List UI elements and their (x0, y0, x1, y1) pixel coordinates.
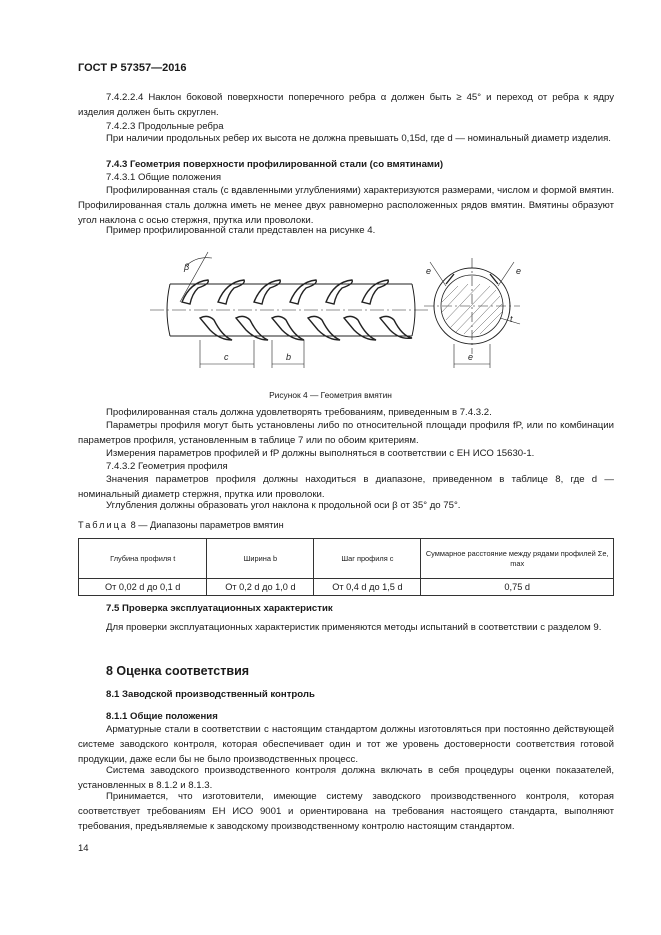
paragraph-8-1-1-a: Арматурные стали в соответствии с настоящим стандартом должны изготовляться при постоянно действующей системе заводского контроля, которая обеспечивает один и тот же уровень достоверности соответствия готовой продукции, даже если бы не было производственных процесс. (78, 724, 614, 765)
standard-header: ГОСТ Р 57357—2016 (78, 62, 187, 74)
paragraph-fig-c: Измерения параметров профилей и fP должны выполняться в соответствии с ЕН ИСО 15630-1. (106, 448, 535, 459)
label-e-right: e (516, 266, 522, 276)
label-c: c (224, 352, 229, 362)
table-cell-width: От 0,2 d до 1,0 d (207, 579, 314, 596)
heading-7-4-2-3: 7.4.2.3 Продольные ребра (106, 121, 224, 132)
label-e-left: e (426, 266, 432, 276)
paragraph-7-4-2-3: При наличии продольных ребер их высота не должна превышать 0,15d, где d — номинальный диаметр изделия. (106, 133, 611, 144)
figure-4-caption: Рисунок 4 — Геометрия вмятин (269, 390, 392, 400)
table-header-row (79, 539, 614, 579)
table-header-width: Ширина b (207, 539, 314, 579)
heading-7-5: 7.5 Проверка эксплуатационных характеристик (106, 603, 333, 614)
heading-7-4-3-1: 7.4.3.1 Общие положения (106, 172, 222, 183)
paragraph-fig-b: Параметры профиля могут быть установлены либо по относительной площади профиля fP, или по комбинации параметров профиля, установленным в таблице 7 или по обоим критериям. (78, 420, 614, 446)
paragraph-8-1-1-b: Система заводского производственного контроля должна включать в себя процедуры оценки показателей, установленных в 8.1.2 и 8.1.3. (78, 765, 614, 791)
heading-7-4-3: 7.4.3 Геометрия поверхности профилированной стали (со вмятинами) (106, 159, 444, 170)
paragraph-7-4-3-1-a: Профилированная сталь (с вдавленными углублениями) характеризуются размерами, числом и формой вмятин. Профилированная сталь должна иметь не менее двух равномерно расположенных рядов вмятин. Вмятины образуют угол наклона с осью стержня, прутка или проволоки. (78, 185, 614, 226)
label-beta: β (184, 262, 190, 272)
paragraph-7-4-3-2-a: Значения параметров профиля должны находиться в диапазоне, приведенном в таблице 8, где d — номинальный диаметр стержня, прутка или проволоки. (78, 474, 614, 500)
heading-8-1: 8.1 Заводской производственный контроль (106, 689, 315, 700)
heading-8: 8 Оценка соответствия (106, 664, 250, 678)
paragraph-7-4-3-1-b: Пример профилированной стали представлен на рисунке 4. (106, 225, 376, 236)
table-header-pitch: Шаг профиля c (314, 539, 421, 579)
paragraph-fig-a: Профилированная сталь должна удовлетворять требованиям, приведенным в 7.4.3.2. (106, 407, 492, 418)
table-8-title-prefix: Таблица (78, 520, 129, 530)
table-row (79, 579, 614, 596)
heading-8-1-1: 8.1.1 Общие положения (106, 711, 218, 722)
label-e-bottom: e (468, 352, 474, 362)
table-8-title (78, 520, 284, 530)
label-t: t (510, 314, 513, 324)
paragraph-7-5: Для проверки эксплуатационных характеристик применяются методы испытаний в соответствии с разделом 9. (106, 622, 602, 633)
table-header-sum-distance: Суммарное расстояние между рядами профилей Σe, max (421, 539, 614, 579)
paragraph-8-1-1-c: Принимается, что изготовители, имеющие систему заводского производственного контроля, которая соответствует требованиям ЕН ИСО 9001 и ориентирована на требования настоящего стандарта, выполняют требования, предъявляемые к заводскому производственному контролю настоящим стандартом. (78, 791, 614, 832)
figure-4-dent-geometry (150, 240, 545, 378)
label-b: b (286, 352, 292, 362)
page-number: 14 (78, 843, 89, 854)
paragraph-7-4-3-2-b: Углубления должны образовать угол наклона к продольной оси β от 35° до 75°. (106, 500, 461, 511)
table-8-title-rest: 8 — Диапазоны параметров вмятин (130, 520, 284, 530)
table-8 (78, 538, 614, 596)
paragraph-7-4-2-2-4: 7.4.2.2.4 Наклон боковой поверхности поперечного ребра α должен быть ≥ 45° и переход от ребра к ядру изделия должен быть скруглен. (78, 92, 614, 118)
table-cell-depth: От 0,02 d до 0,1 d (79, 579, 207, 596)
heading-7-4-3-2: 7.4.3.2 Геометрия профиля (106, 461, 228, 472)
table-cell-pitch: От 0,4 d до 1,5 d (314, 579, 421, 596)
table-header-depth: Глубина профиля t (79, 539, 207, 579)
table-cell-sum-distance: 0,75 d (421, 579, 614, 596)
